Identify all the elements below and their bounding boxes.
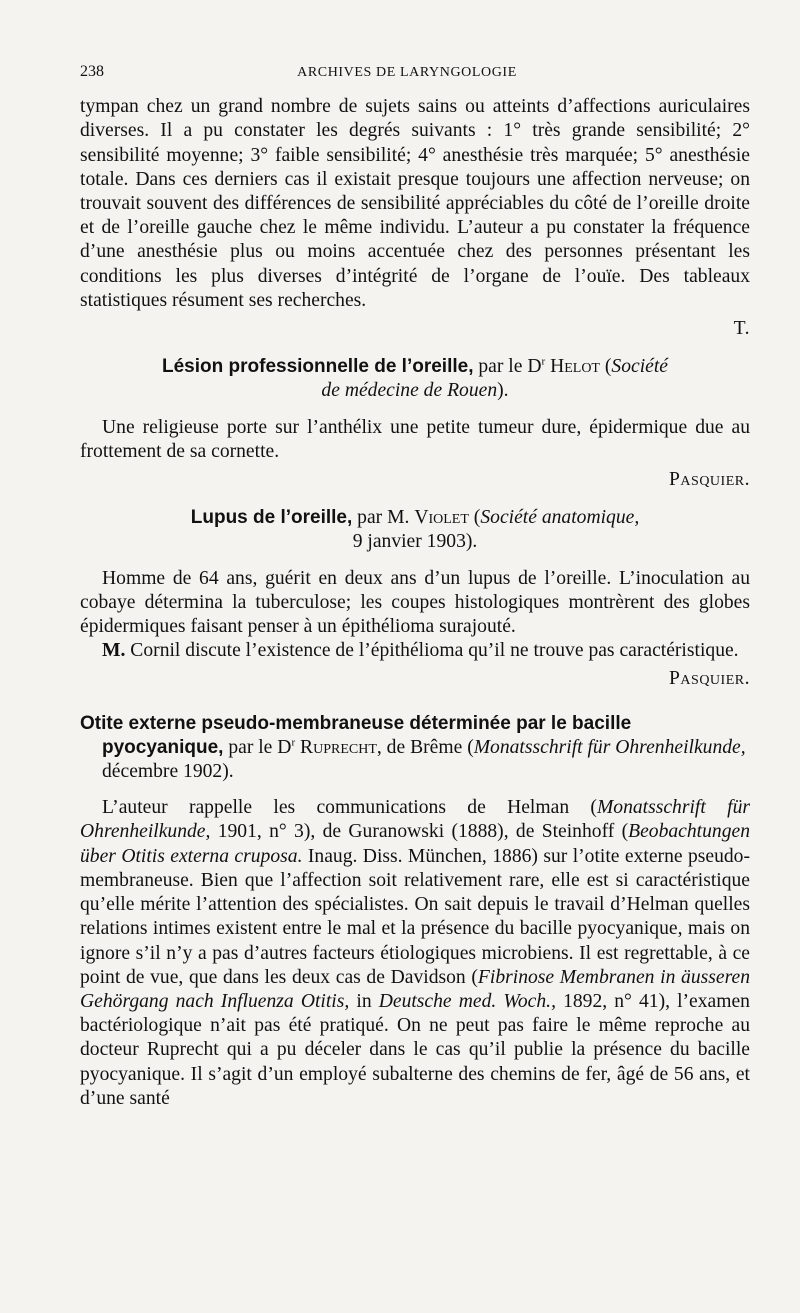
article4-p-book: Beobachtungen über Otitis externa cruposa. [80, 821, 750, 867]
article2-source-open: ( [604, 356, 612, 378]
article3-source: Société anatomique, [480, 507, 640, 529]
article2-author: Helot [550, 356, 600, 378]
article2-title-par: par le D [473, 356, 542, 378]
article3-title-par: par M. [352, 507, 415, 529]
article2-source-line2: de médecine de Rouen [321, 380, 498, 402]
article4-title-line2: pyocyanique, [102, 736, 224, 758]
article3-heading [80, 506, 750, 554]
article1-signature: T. [733, 318, 750, 340]
article4-journal: Monatsschrift für Ohrenheilkunde, [473, 736, 746, 758]
article2-heading [80, 355, 750, 403]
article3-title: Lupus de l’oreille, [190, 507, 353, 529]
article4-date: décembre 1902). [102, 761, 234, 783]
article4-title-par: par le D [223, 736, 292, 758]
article4-p-end: 1892, n° 41), l’examen bactériologique n’ait pas été pratiqué. On ne peut pas faire le même reproche au docteur Ruprecht qui a pu déceler dans le cas qu’il publie la présence du bacille pyocyanique. Il s’agit d’un employé subalterne des chemins de fer, âgé de 56 ans, et d’une santé [80, 990, 750, 1109]
article4-p-mid1: 1901, n° 3), de Guranowski (1888), de Steinhoff ( [210, 821, 629, 843]
article4-p-mid2: Inaug. Diss. München, 1886) sur l’otite externe pseudo-membraneuse. Bien que l’affection soit relativement rare, elle est si caractéristique qu’elle mérite l’attention des spécialistes. On sait depuis le travail d’Helman quelles relations intimes existent entre le mal et la présence du bacille pyocyanique, mais on ignore s’il n’y a pas d’autres facteurs étiologiques microbiens. Il est regrettable, à ce point de vue, que dans les deux cas de Davidson ( [80, 845, 750, 988]
article3-author: Violet [414, 507, 469, 529]
article3-body1: Homme de 64 ans, guérit en deux ans d’un lupus de l’oreille. L’inoculation au cobaye détermina la tuberculose; les coupes histologiques montrèrent des globes épidermiques faisant penser à un épithélioma surajouté. [80, 567, 750, 638]
article2-source-line1: Société [611, 356, 668, 378]
article3-body2-text: Cornil discute l’existence de l’épithélioma qu’il ne trouve pas caractéristique. [125, 640, 739, 662]
article4-p-mid3: in [349, 990, 379, 1012]
page-number: 238 [80, 63, 104, 80]
article2-signature: Pasquier. [669, 469, 750, 491]
article2-source-close: ). [497, 380, 509, 402]
article3-body2 [80, 639, 750, 663]
page [80, 60, 750, 1111]
article4-title-sup: r [291, 736, 296, 749]
article4-author: Ruprecht [300, 736, 377, 758]
article2-body: Une religieuse porte sur l’anthélix une petite tumeur dure, épidermique due au frottement de sa cornette. [80, 416, 750, 462]
article4-p-journal2: Deutsche med. Woch., [378, 990, 556, 1012]
article4-p-book2: Fibrinose Membranen in äusseren Gehörgang nach Influenza Otitis, [80, 966, 750, 1012]
article3-date: 9 janvier 1903). [352, 531, 478, 553]
article4-body [80, 796, 750, 1111]
article1-continuation: tympan chez un grand nombre de sujets sains ou atteints d’affections auriculaires diverses. Il a pu constater les degrés suivants : 1° très grande sensibilité; 2° sensibilité moyenne; 3° faible sensibilité; 4° anesthésie très marquée; 5° anesthésie totale. Dans ces derniers cas il existait presque toujours une affection nerveuse; on trouvait souvent des différences de sensibilité appréciables du côté de l’oreille droite et de l’oreille gauche chez le même individu. L’auteur a pu constater la fréquence d’une anesthésie plus ou moins accentuée chez des personnes présentant les conditions les plus diverses d’intégrité de l’organe de l’ouïe. Des tableaux statistiques résument ses recherches. [80, 96, 750, 311]
article3-signature: Pasquier. [669, 668, 750, 690]
article2-title-sup: r [541, 355, 546, 368]
article4-p-journal: Monatsschrift für Ohrenheilkunde, [80, 797, 750, 843]
article3-source-open: ( [468, 507, 481, 529]
article4-title-line1: Otite externe pseudo-membraneuse déterminée par le bacille [80, 712, 632, 734]
article4-city: , de Brême ( [376, 736, 474, 758]
article4-heading [80, 712, 750, 785]
running-head [80, 60, 750, 85]
article2-title: Lésion professionnelle de l’oreille, [162, 356, 474, 378]
running-title: ARCHIVES DE LARYNGOLOGIE [297, 65, 517, 80]
article3-body2-m: M. [102, 640, 126, 662]
article4-p-start: L’auteur rappelle les communications de Helman ( [102, 797, 597, 819]
